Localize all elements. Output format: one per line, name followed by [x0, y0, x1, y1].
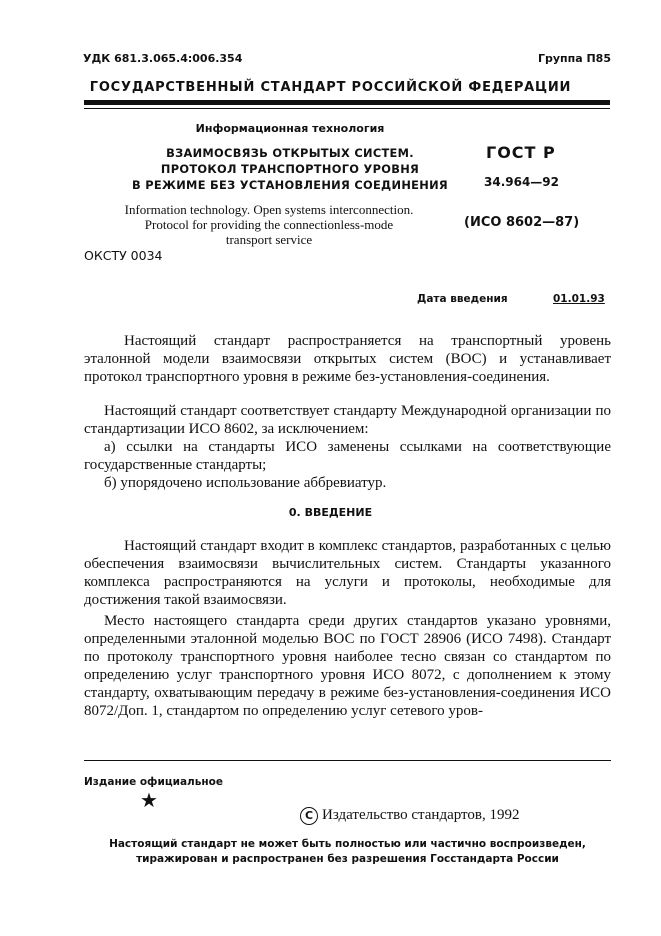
gost-number: 34.964—92 — [484, 175, 560, 189]
group-code: Группа П85 — [537, 52, 611, 65]
intro-date-value: 01.01.93 — [553, 293, 605, 305]
english-title-line: Information technology. Open systems interconnection. — [124, 202, 414, 217]
english-title-line: Protocol for providing the connectionless-mode — [144, 217, 394, 232]
body-paragraph-scope: Настоящий стандарт распространяется на транспортный уровень эталонной модели взаимосвязи открытых систем (ВОС) и устанавливает протокол транспортного уровня в режиме без-установления-соединения. — [84, 333, 611, 385]
title-line: ПРОТОКОЛ ТРАНСПОРТНОГО УРОВНЯ — [160, 162, 420, 176]
body-paragraph-intro: Настоящий стандарт входит в комплекс стандартов, разработанных с целью обеспечения взаимосвязи вычислительных систем. Стандарты указанного комплекса распространяются на услуги и протоколы, необходимые для достижения такой взаимосвязи. — [84, 538, 611, 608]
list-item-b: б) упорядочено использование аббревиатур. — [104, 475, 387, 491]
oksty-code: ОКСТУ 0034 — [84, 248, 163, 263]
intro-date-label: Дата введения — [417, 293, 508, 305]
body-paragraph-correspondence: Настоящий стандарт соответствует стандарту Международной организации по стандартизации ИСО 8602, за исключением: — [84, 403, 611, 437]
header-rule-thick — [84, 100, 610, 105]
organization-heading: ГОСУДАРСТВЕННЫЙ СТАНДАРТ РОССИЙСКОЙ ФЕДЕРАЦИИ — [89, 80, 572, 95]
star-icon: ★ — [140, 788, 158, 812]
copyright-icon: С — [300, 807, 318, 825]
document-title — [88, 145, 492, 193]
title-line: ВЗАИМОСВЯЗЬ ОТКРЫТЫХ СИСТЕМ. — [166, 146, 414, 160]
edition-label: Издание официальное — [84, 776, 223, 788]
iso-reference: (ИСО 8602—87) — [464, 215, 580, 230]
udk-code: УДК 681.3.065.4:006.354 — [83, 52, 243, 65]
body-paragraph-place: Место настоящего стандарта среди других стандартов указано уровнями, определенными эталонной моделью ВОС по ГОСТ 28906 (ИСО 7498). Стандарт по протоколу транспортного уровня наиболее тесно связан со стандартом по определению услуг транспортного уровня ИСО 8072, с дополнением к этому стандарту, охватывающим передачу в режиме без-установления-соединения ИСО 8072/Доп. 1, стандартом по определению услуг сетевого уров- — [84, 613, 611, 719]
notice-line: Настоящий стандарт не может быть полностью или частично воспроизведен, — [109, 838, 586, 850]
gost-code: ГОСТ Р — [486, 143, 556, 162]
footer-rule — [84, 760, 611, 761]
topic-label: Информационная технология — [195, 122, 385, 135]
section-heading: 0. ВВЕДЕНИЕ — [288, 506, 373, 519]
title-line: В РЕЖИМЕ БЕЗ УСТАНОВЛЕНИЯ СОЕДИНЕНИЯ — [132, 178, 448, 192]
list-item-a: а) ссылки на стандарты ИСО заменены ссылками на соответствующие государственные стандарты; — [84, 439, 611, 473]
copyright-text: Издательство стандартов, 1992 — [322, 807, 520, 823]
reproduction-notice — [84, 837, 611, 867]
header-rule-thin — [84, 108, 610, 109]
english-title-line: transport service — [225, 232, 313, 247]
notice-line: тиражирован и распространен без разрешения Госстандарта России — [136, 853, 559, 865]
english-title — [84, 202, 454, 247]
